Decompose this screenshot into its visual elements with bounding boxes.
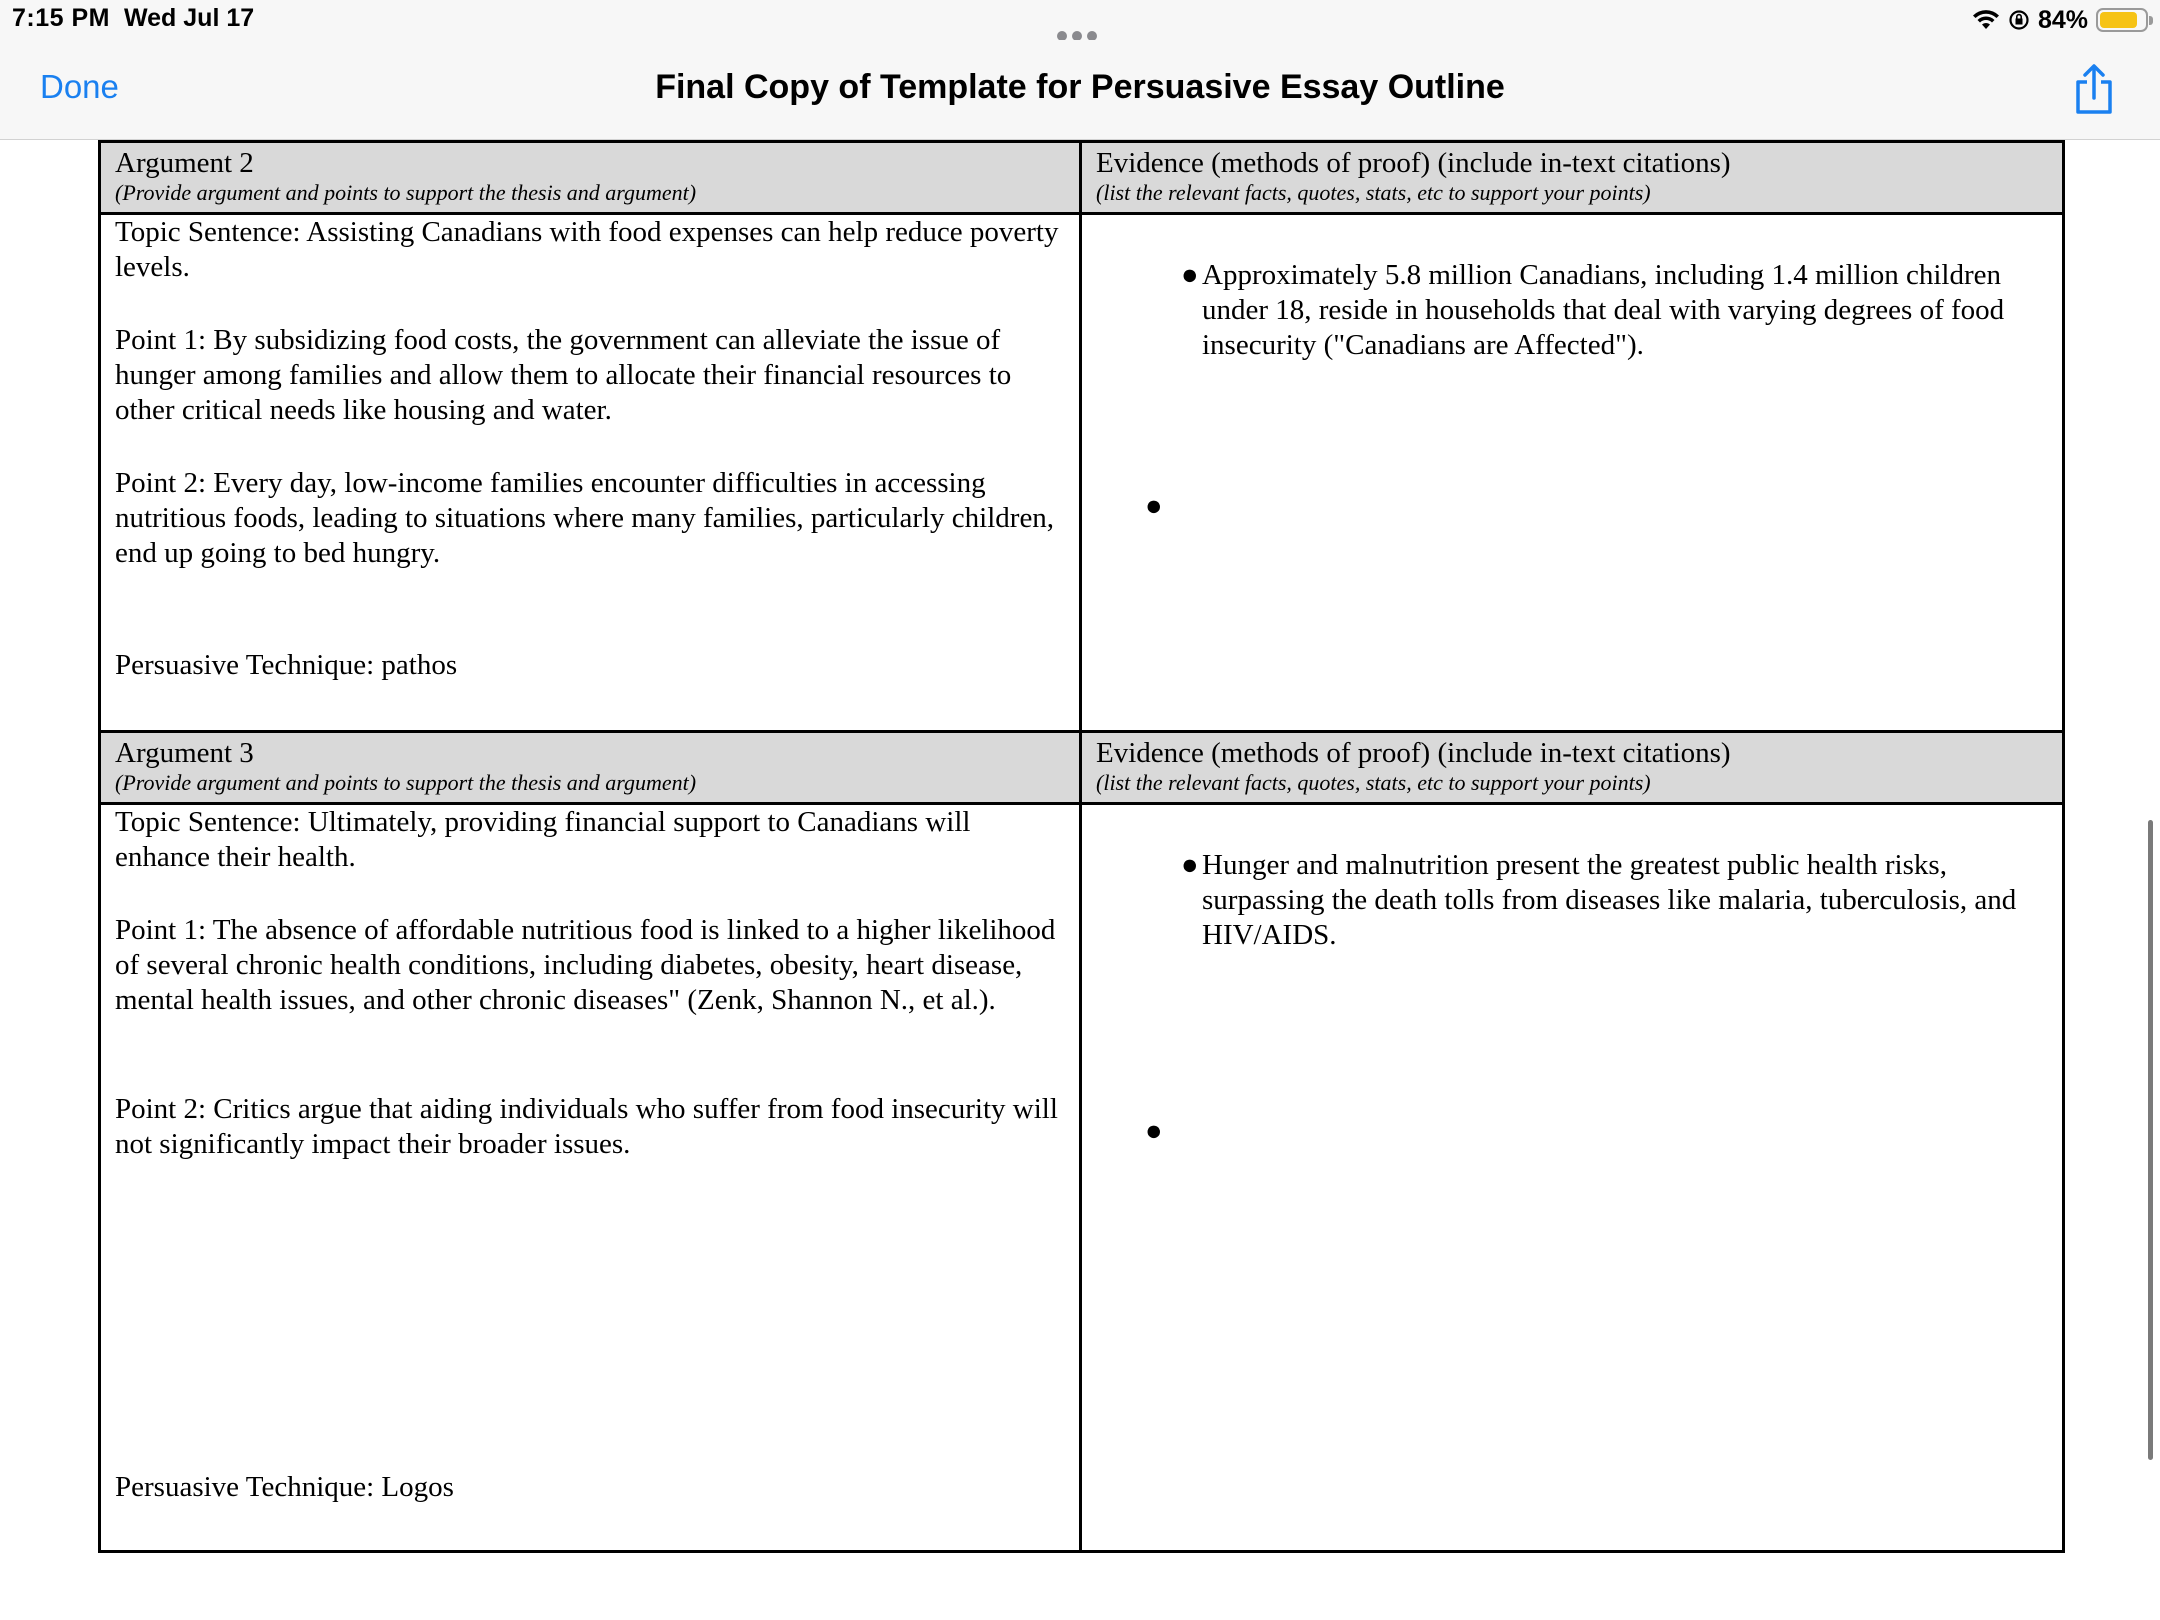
evidence-2-content (1081, 214, 2064, 732)
evidence-3-empty-bullet: ● (1145, 1115, 1163, 1147)
evidence-3-list (1096, 848, 2048, 953)
evidence-2-list (1096, 258, 2048, 363)
argument-3-topic-sentence: Topic Sentence: Ultimately, providing financial support to Canadians will enhance their health. (115, 806, 971, 873)
argument-3-title: Argument 3 (115, 737, 254, 769)
battery-percent: 84% (2037, 5, 2088, 34)
multitasking-dots-icon[interactable] (1057, 19, 1103, 29)
evidence-3-item: ● Hunger and malnutrition present the greatest public health risks, surpassing the death tolls from diseases like malaria, tuberculosis, and HIV/AIDS. (1181, 849, 2017, 951)
wifi-icon (1972, 9, 2000, 31)
rotation-lock-icon (2008, 9, 2030, 31)
argument-3-point-1: Point 1: The absence of affordable nutritious food is linked to a higher likelihood of several chronic health conditions, including diabetes, obesity, heart disease, mental health issues, and other chronic diseases" (Zenk, Shannon N., et al.). (115, 914, 1056, 1016)
evidence-3-header (1081, 732, 2064, 804)
argument-2-point-2: Point 2: Every day, low-income families encounter difficulties in accessing nutritious foods, leading to situations where many families, particularly children, end up going to bed hungry. (115, 467, 1055, 569)
argument-2-header (100, 142, 1081, 214)
evidence-2-empty-bullet: ● (1145, 490, 1163, 522)
document-viewer[interactable] (0, 140, 2160, 1620)
evidence-3-content (1081, 804, 2064, 1552)
argument-2-title: Argument 2 (115, 147, 254, 179)
argument-2-subtitle: (Provide argument and points to support the thesis and argument) (115, 180, 697, 205)
argument-3-body-row (100, 804, 2064, 1552)
argument-2-body-row (100, 214, 2064, 732)
argument-3-content (100, 804, 1081, 1552)
evidence-2-title: Evidence (methods of proof) (include in-text citations) (1096, 147, 1731, 179)
argument-2-content (100, 214, 1081, 732)
navigation-bar (0, 40, 2160, 140)
argument-3-header-row (100, 732, 2064, 804)
battery-icon (2096, 8, 2148, 32)
evidence-2-header (1081, 142, 2064, 214)
argument-2-topic-sentence: Topic Sentence: Assisting Canadians with food expenses can help reduce poverty levels. (115, 216, 1059, 283)
status-bar (0, 0, 2160, 40)
argument-2-point-1: Point 1: By subsidizing food costs, the government can alleviate the issue of hunger among families and allow them to allocate their financial resources to other critical needs like housing and water. (115, 324, 1012, 426)
outline-table (98, 140, 2065, 1553)
status-indicators (1972, 4, 2148, 36)
share-icon (2071, 62, 2117, 118)
document-title: Final Copy of Template for Persuasive Essay Outline (655, 68, 1505, 106)
status-time: 7:15 PM (12, 4, 110, 32)
argument-3-header (100, 732, 1081, 804)
argument-2-technique: Persuasive Technique: pathos (115, 649, 458, 681)
scroll-indicator[interactable] (2148, 820, 2153, 1460)
evidence-3-title: Evidence (methods of proof) (include in-text citations) (1096, 737, 1731, 769)
argument-3-subtitle: (Provide argument and points to support the thesis and argument) (115, 770, 697, 795)
status-date: Wed Jul 17 (124, 4, 255, 32)
argument-3-technique: Persuasive Technique: Logos (115, 1471, 454, 1503)
battery-level (2100, 12, 2137, 28)
evidence-2-subtitle: (list the relevant facts, quotes, stats, etc to support your points) (1096, 180, 1651, 205)
evidence-3-subtitle: (list the relevant facts, quotes, stats, etc to support your points) (1096, 770, 1651, 795)
evidence-2-item: ● Approximately 5.8 million Canadians, including 1.4 million children under 18, reside in households that deal with varying degrees of food insecurity ("Canadians are Affected"). (1181, 259, 2005, 361)
share-button[interactable] (2071, 62, 2117, 118)
argument-2-header-row (100, 142, 2064, 214)
argument-3-point-2: Point 2: Critics argue that aiding individuals who suffer from food insecurity will not significantly impact their broader issues. (115, 1093, 1058, 1160)
done-button[interactable]: Done (40, 68, 119, 105)
